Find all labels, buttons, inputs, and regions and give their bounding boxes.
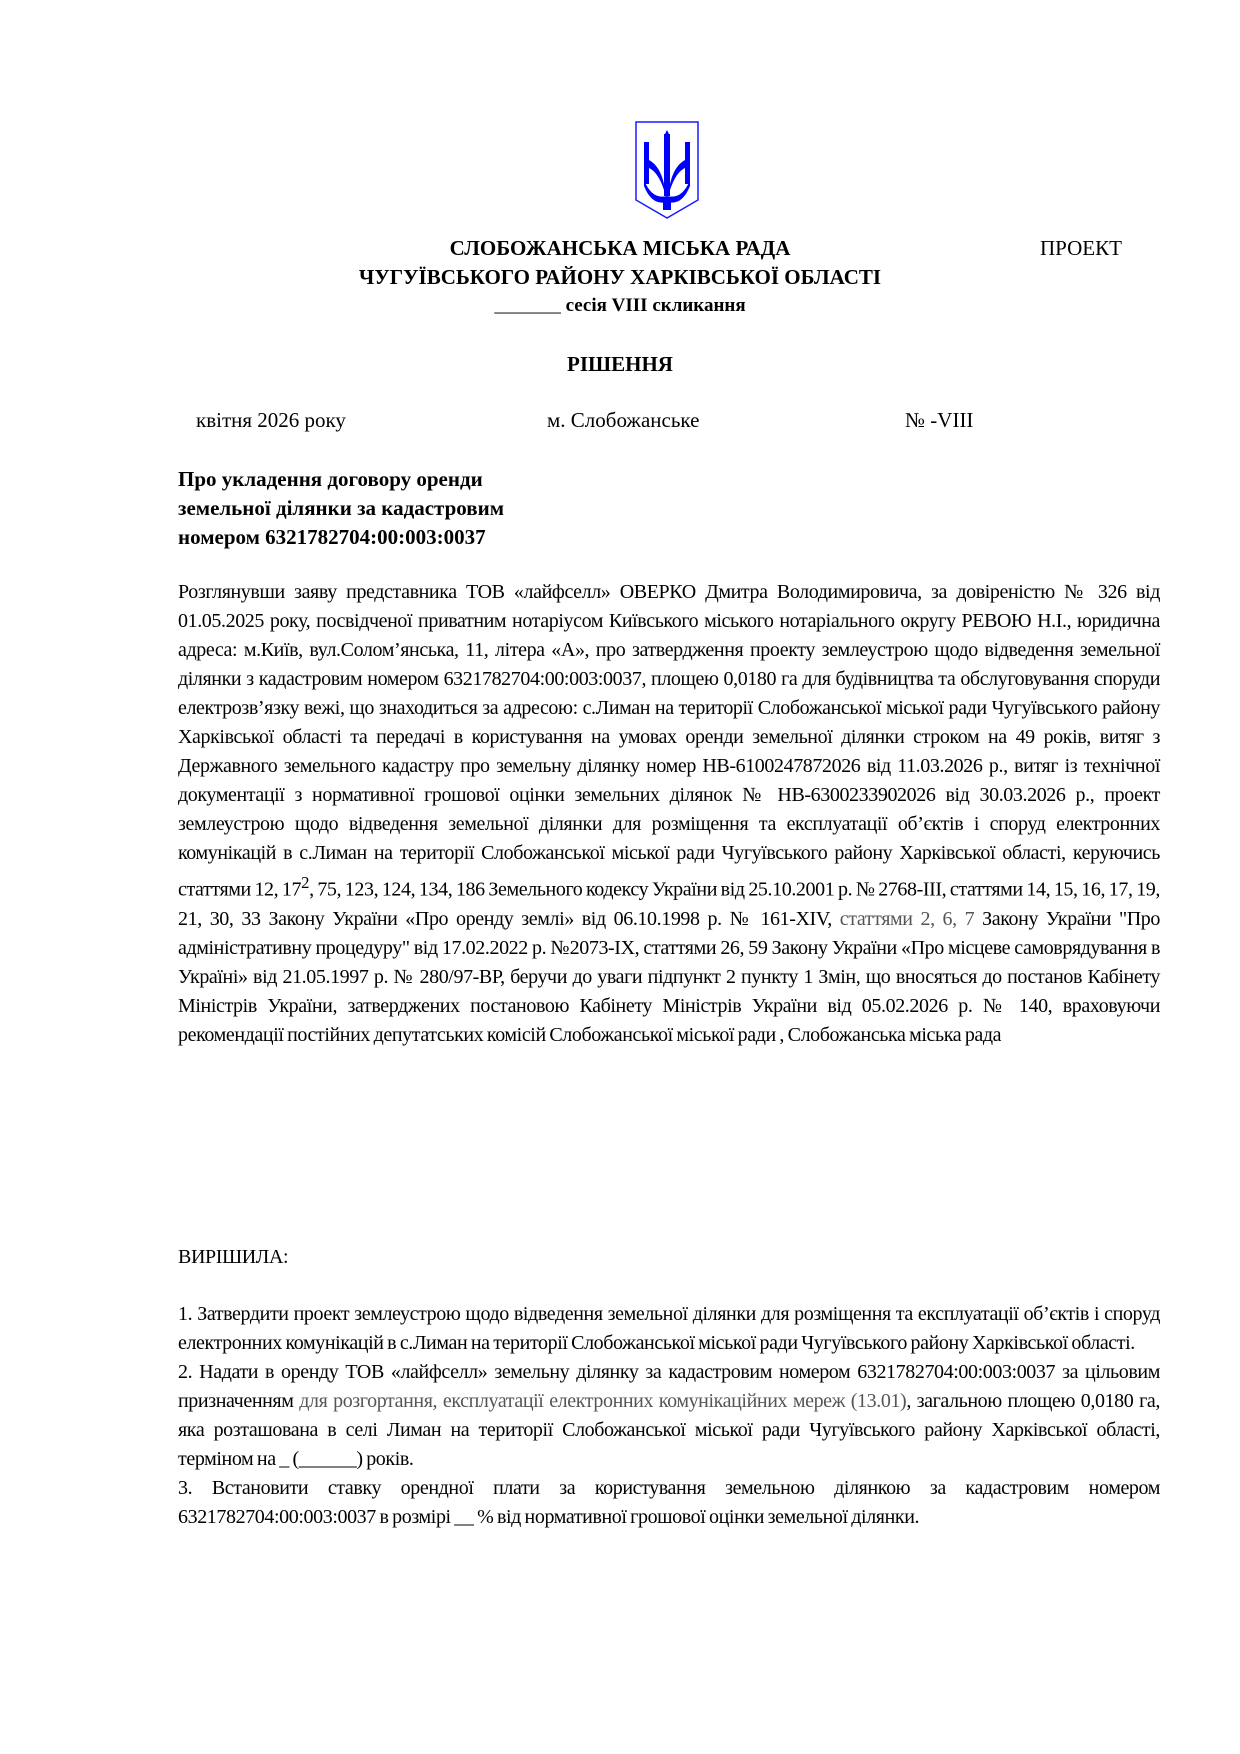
district-name: ЧУГУЇВСЬКОГО РАЙОНУ ХАРКІВСЬКОЇ ОБЛАСТІ [358, 265, 882, 289]
preamble-gray-text: статтями 2, 6, 7 [839, 907, 975, 930]
item-1: 1. Затвердити проект землеустрою щодо відведення земельної ділянки для розміщення та експлуатації об’єктів і споруд електронних комунікацій в с.Лиман на території Слобожанської міської ради Чугуївського району Харківської області. [178, 1303, 1160, 1354]
title-line: Про укладення договору оренди [178, 467, 483, 491]
item-2-text: 2. Надати в оренду ТОВ «лайфселл» земельну ділянку за кадастровим номером 6321782704:00:003:0037 за цільовим призначенням [178, 1361, 1160, 1412]
preamble-sup: 2 [301, 873, 310, 892]
decision-date: квітня 2026 року [196, 408, 346, 432]
item-2-purpose: для розгортання, експлуатації електронних комунікаційних мереж (13.01) [299, 1390, 907, 1412]
draft-label: ПРОЕКТ [1040, 236, 1122, 260]
preamble-paragraph [178, 578, 1160, 1050]
coat-of-arms-icon [634, 120, 700, 220]
decision-heading: РІШЕННЯ [567, 352, 673, 376]
title-line: земельної ділянки за кадастровим [178, 496, 504, 520]
item-2 [178, 1358, 1160, 1474]
resolved-heading: ВИРІШИЛА: [178, 1246, 289, 1268]
session-line [0, 295, 1240, 317]
item-2-text: , загальною площею 0,0180 га, яка розташована в селі Лиман на території Слобожанської міської ради Чугуївського району Харківської області, терміном на _ (______) років. [178, 1390, 1160, 1470]
decision-title [178, 465, 504, 552]
item-3: 3. Встановити ставку орендної плати за користування земельною ділянкою за кадастровим номером 6321782704:00:003:0037 в розмірі __ % від нормативної грошової оцінки земельної ділянки. [178, 1477, 1160, 1528]
session-text: сесія VIII скликання [560, 295, 746, 316]
session-blank: _______ [494, 295, 561, 316]
decision-number: № -VIII [905, 408, 974, 432]
decision-place: м. Слобожанське [547, 408, 700, 432]
resolution-items [178, 1300, 1160, 1532]
preamble-text: Закону України "Про адміністративну процедуру" від 17.02.2022 р. №2073-IX, статтями 26, 59 Закону України «Про місцеве самоврядування в Україні» від 21.05.1997 р. № 280/97-ВР, беручи до уваги підпункт 2 пункту 1 Змін, що вносяться до постанов Кабінету Міністрів України, затверджених постановою Кабінету Міністрів України від 05.02.2026 р. № 140, враховуючи рекомендації постійних депутатських комісій Слобожанської міської ради , Слобожанська міська рада [178, 907, 1160, 1046]
title-line: номером 6321782704:00:003:0037 [178, 525, 486, 549]
preamble-text: , 75, 123, 124, 134, 186 Земельного кодексу України від 25.10.2001 р. № 2768-ІІІ, статтями 14, 15, 16, 17, 19, 21, 30, 33 Закону України «Про оренду землі» від 06.10.1998 р. № 161-XIV, [178, 878, 1161, 930]
preamble-text: Розглянувши заяву представника ТОВ «лайфселл» ОВЕРКО Дмитра Володимировича, за довіреністю № 326 від 01.05.2025 року, посвідченої приватним нотаріусом Київського міського нотаріального округу РЕВОЮ Н.І., юридична адреса: м.Київ, вул.Солом’янська, 11, літера «А», про затвердження проекту землеустрою щодо відведення земельної ділянки з кадастровим номером 6321782704:00:003:0037, площею 0,0180 га для будівництва та обслуговування споруди електрозв’язку вежі, що знаходиться за адресою: с.Лиман на території Слобожанської міської ради Чугуївського району Харківської області та передачі в користування на умовах оренди земельної ділянки строком на 49 років, витяг з Державного земельного кадастру про земельну ділянку номер НВ-6100247872026 від 11.03.2026 р., витяг із технічної документації з нормативної грошової оцінки земельних ділянок № НВ-6300233902026 від 30.03.2026 р., проект землеустрою щодо відведення земельної ділянки для розміщення та експлуатації об’єктів і споруд електронних комунікацій в с.Лиман на території Слобожанської міської ради Чугуївського району Харківської області, керуючись статтями 12, 17 [178, 581, 1160, 901]
council-name: СЛОБОЖАНСЬКА МІСЬКА РАДА [449, 236, 791, 260]
